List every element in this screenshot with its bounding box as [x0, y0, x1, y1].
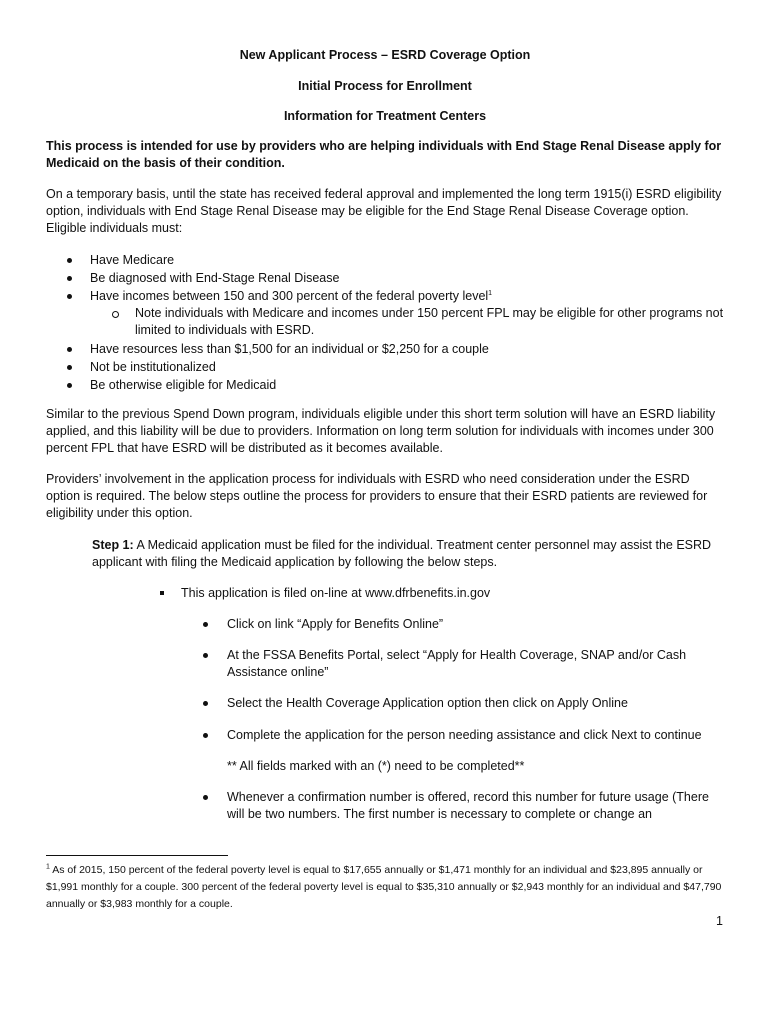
footnote: [46, 862, 736, 913]
bullet-dot-icon: [67, 276, 72, 281]
provider-involvement-paragraph: Providers’ involvement in the application process for individuals with ESRD who need consideration under the ESRD option is required. The below steps outline the process for providers to ensure that their ESRD patients are reviewed for eligibility under this option.: [46, 472, 708, 520]
step-1-text: A Medicaid application must be filed for the individual. Treatment center personnel may assist the ESRD applicant with filing the Medicaid application by following the below steps.: [92, 538, 712, 569]
list-item: At the FSSA Benefits Portal, select “Apply for Health Coverage, SNAP and/or Cash Assistance online”: [227, 648, 687, 679]
bullet-dot-icon: [203, 795, 208, 800]
list-item: Be diagnosed with End-Stage Renal Disease: [90, 271, 340, 285]
bullet-dot-icon: [203, 653, 208, 658]
footnote-separator: [46, 855, 228, 856]
list-item: Have Medicare: [90, 253, 175, 267]
bullet-dot-icon: [203, 701, 208, 706]
footnote-text: As of 2015, 150 percent of the federal poverty level is equal to $17,655 annually or $1,471 monthly for an individual and $23,895 annually or $1,991 monthly for a couple. 300 percent of the federal poverty level is equal to $35,310 annually or $2,943 monthly for an individual and $47,790 annually or $3,983 monthly for a couple.: [46, 864, 722, 910]
bullet-dot-icon: [203, 622, 208, 627]
eligibility-intro-paragraph: On a temporary basis, until the state has received federal approval and implemented the long term 1915(i) ESRD eligibility option, individuals with End Stage Renal Disease may be eligible for the End Stage Renal Disease Coverage option. Eligible individuals must:: [46, 187, 722, 235]
required-fields-note: ** All fields marked with an (*) need to be completed**: [227, 759, 525, 773]
list-item: Not be institutionalized: [90, 360, 216, 374]
bullet-dot-icon: [67, 347, 72, 352]
list-item: Click on link “Apply for Benefits Online”: [227, 617, 444, 631]
page-number: 1: [716, 914, 723, 928]
bullet-dot-icon: [67, 258, 72, 263]
step-1-paragraph: [92, 537, 728, 571]
online-filing-item: This application is filed on-line at www.dfrbenefits.in.gov: [181, 586, 491, 600]
list-item: Whenever a confirmation number is offered, record this number for future usage (There will be two numbers. The first number is necessary to complete or change an: [227, 790, 709, 821]
list-item: [90, 288, 492, 305]
footnote-reference: 1: [488, 289, 493, 297]
document-subtitle-2: Information for Treatment Centers: [283, 109, 487, 123]
list-item-text: Have incomes between 150 and 300 percent of the federal poverty level: [90, 289, 489, 303]
list-item: Complete the application for the person needing assistance and click Next to continue: [227, 728, 702, 742]
bullet-dot-icon: [203, 733, 208, 738]
footnote-mark: 1: [46, 863, 50, 871]
bullet-dot-icon: [67, 365, 72, 370]
list-item: Be otherwise eligible for Medicaid: [90, 378, 277, 392]
list-item: Have resources less than $1,500 for an individual or $2,250 for a couple: [90, 342, 489, 356]
step-1-label: Step 1:: [92, 538, 134, 552]
list-item: Select the Health Coverage Application option then click on Apply Online: [227, 696, 628, 710]
spend-down-paragraph: Similar to the previous Spend Down program, individuals eligible under this short term solution will have an ESRD liability applied, and this liability will be due to providers. Information on long term solution for individuals with incomes under 300 percent FPL that have ESRD will be distributed as it becomes available.: [46, 407, 716, 455]
document-subtitle: Initial Process for Enrollment: [298, 79, 472, 93]
intro-paragraph: This process is intended for use by providers who are helping individuals with End Stage Renal Disease apply for Medicaid on the basis of their condition.: [46, 139, 722, 170]
bullet-dot-icon: [67, 294, 72, 299]
sub-list-item: Note individuals with Medicare and incomes under 150 percent FPL may be eligible for other programs not limited to individuals with ESRD.: [135, 306, 724, 337]
bullet-circle-icon: [112, 311, 119, 318]
square-bullet-icon: [160, 591, 164, 595]
document-title: New Applicant Process – ESRD Coverage Option: [239, 48, 531, 62]
bullet-dot-icon: [67, 383, 72, 388]
